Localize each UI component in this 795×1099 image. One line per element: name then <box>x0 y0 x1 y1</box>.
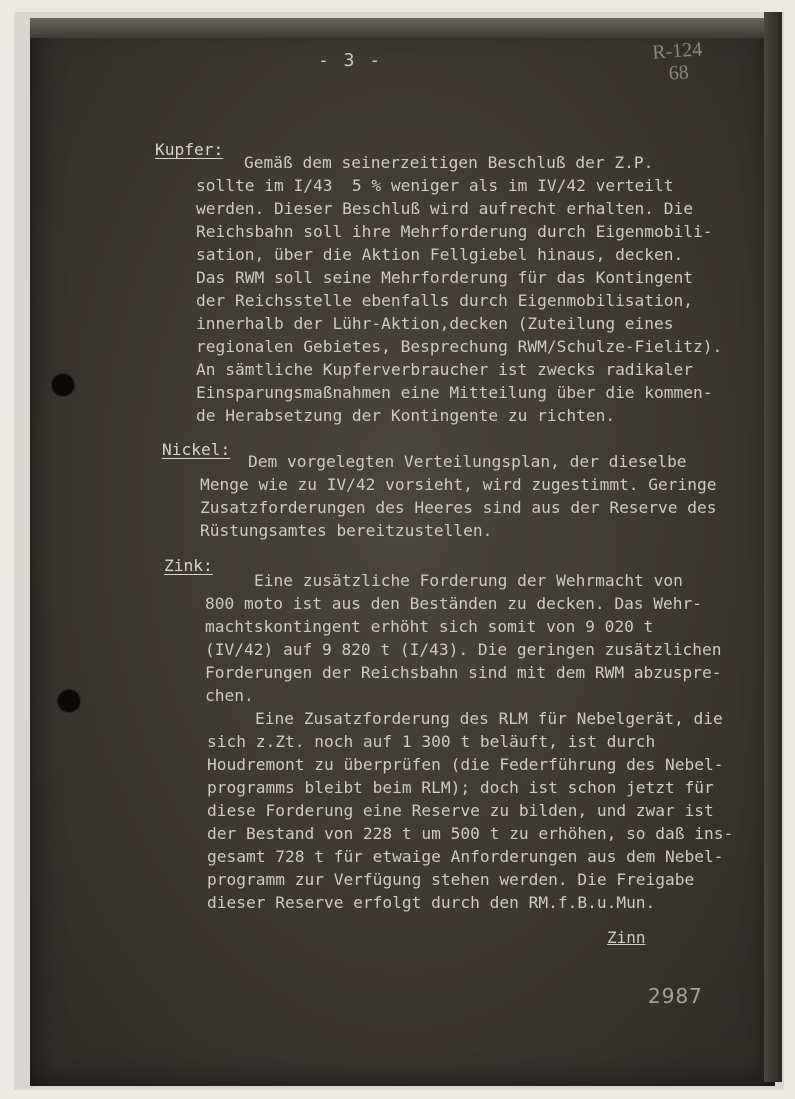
zink-line: diese Forderung eine Reserve zu bilden, und zwar ist <box>207 801 714 820</box>
kupfer-line: innerhalb der Lühr-Aktion,decken (Zuteilung eines <box>196 314 674 333</box>
zink-line: programm zur Verfügung stehen werden. Die Freigabe <box>207 870 695 889</box>
zink-line: dieser Reserve erfolgt durch den RM.f.B.u.Mun. <box>207 893 656 912</box>
section-heading-kupfer: Kupfer: <box>155 140 224 159</box>
zink-line: gesamt 728 t für etwaige Anforderungen aus dem Nebel- <box>207 847 724 866</box>
page-number: - 3 - <box>318 50 383 71</box>
zink-line: Houdremont zu überprüfen (die Federführung des Nebel- <box>207 755 724 774</box>
kupfer-line: werden. Dieser Beschluß wird aufrecht erhalten. Die <box>196 199 694 218</box>
kupfer-line: sollte im I/43 5 % weniger als im IV/42 verteilt <box>196 176 674 195</box>
punch-hole-upper <box>52 374 74 396</box>
archive-reference-line1: R-124 <box>651 38 703 64</box>
kupfer-line: regionalen Gebietes, Besprechung RWM/Schulze-Fielitz). <box>196 337 723 356</box>
zink-line: Eine Zusatzforderung des RLM für Nebelgerät, die <box>255 709 723 728</box>
kupfer-line: der Reichsstelle ebenfalls durch Eigenmobilisation, <box>196 291 694 310</box>
zink-line: sich z.Zt. noch auf 1 300 t beläuft, ist durch <box>207 732 656 751</box>
nickel-line: Zusatzforderungen des Heeres sind aus der Reserve des <box>200 498 717 517</box>
nickel-line: Menge wie zu IV/42 vorsieht, wird zugestimmt. Geringe <box>200 475 717 494</box>
zink-line: machtskontingent erhöht sich somit von 9 020 t <box>205 617 654 636</box>
zink-line: Eine zusätzliche Forderung der Wehrmacht von <box>254 571 683 590</box>
kupfer-line: Das RWM soll seine Mehrforderung für das Kontingent <box>196 268 694 287</box>
archive-reference <box>649 38 708 86</box>
zink-line: Forderungen der Reichsbahn sind mit dem RWM abzuspre- <box>205 663 722 682</box>
zink-line: 800 moto ist aus den Beständen zu decken. Das Wehr- <box>205 594 703 613</box>
zink-line: (IV/42) auf 9 820 t (I/43). Die geringen zusätzlichen <box>205 640 722 659</box>
section-heading-nickel: Nickel: <box>162 440 231 459</box>
nickel-line: Rüstungsamtes bereitzustellen. <box>200 521 493 540</box>
zink-line: chen. <box>205 686 254 705</box>
zink-line: programms bleibt beim RLM); doch ist schon jetzt für <box>207 778 714 797</box>
kupfer-line: Einsparungsmaßnahmen eine Mitteilung über die kommen- <box>196 383 713 402</box>
page-right-edge <box>764 12 782 1082</box>
kupfer-line: Gemäß dem seinerzeitigen Beschluß der Z.P. <box>244 153 654 172</box>
archive-stamp-number: 2987 <box>648 984 703 1008</box>
signature-initial: Zinn <box>607 928 646 947</box>
archive-reference-line2: 68 <box>668 61 690 85</box>
kupfer-line: sation, über die Aktion Fellgiebel hinaus, decken. <box>196 245 684 264</box>
zink-line: der Bestand von 228 t um 500 t zu erhöhen, so daß ins- <box>207 824 734 843</box>
section-heading-zink: Zink: <box>164 556 213 575</box>
kupfer-line: An sämtliche Kupferverbraucher ist zwecks radikaler <box>196 360 694 379</box>
punch-hole-lower <box>58 690 80 712</box>
page-top-edge <box>30 18 775 38</box>
kupfer-line: Reichsbahn soll ihre Mehrforderung durch Eigenmobili- <box>196 222 713 241</box>
kupfer-line: de Herabsetzung der Kontingente zu richten. <box>196 406 616 425</box>
nickel-line: Dem vorgelegten Verteilungsplan, der dieselbe <box>248 452 687 471</box>
